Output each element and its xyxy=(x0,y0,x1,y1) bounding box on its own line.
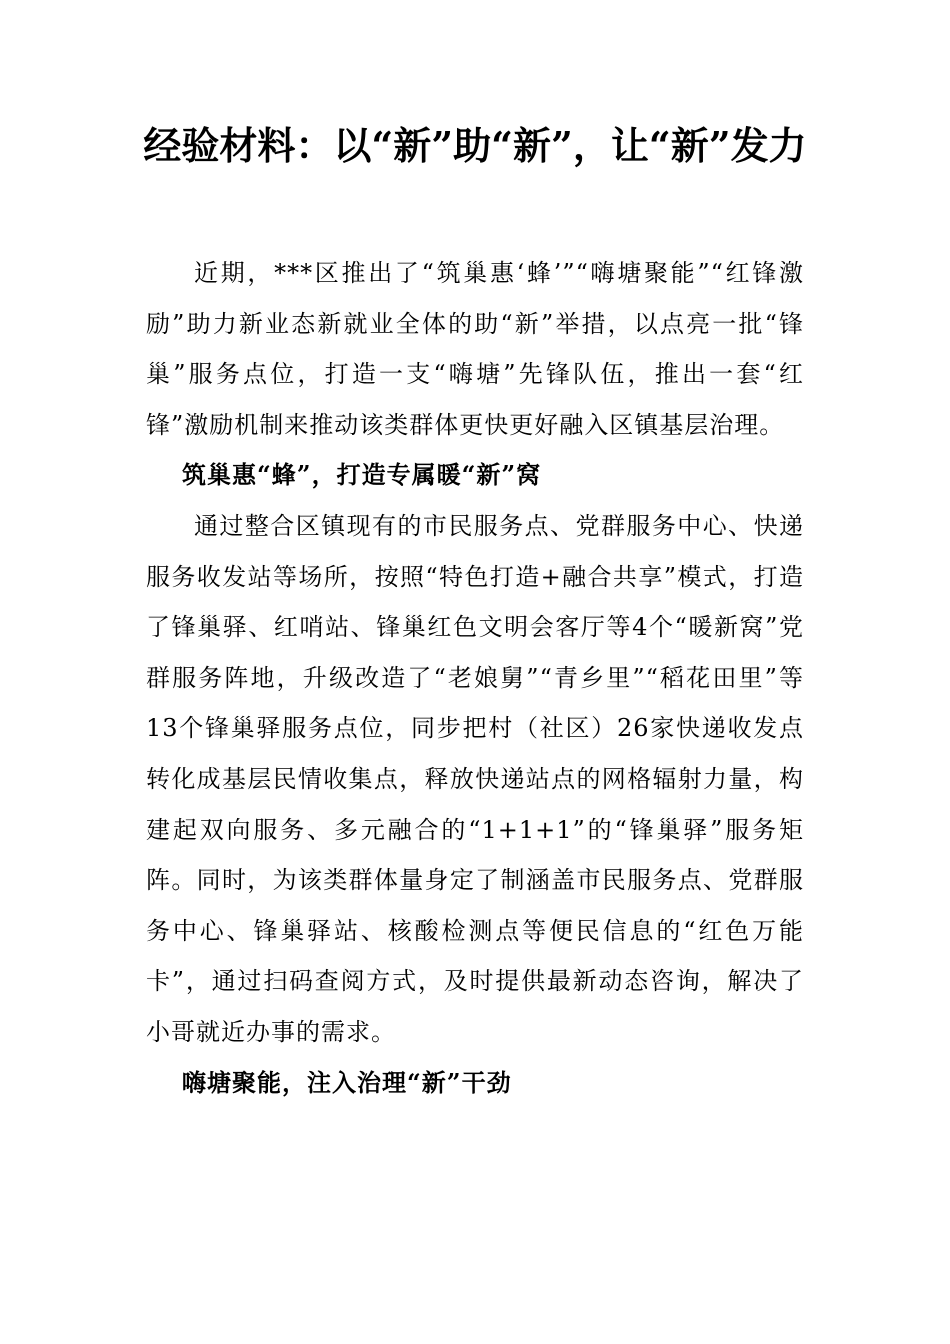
section-heading-2: 嗨塘聚能，注入治理“新”干劲 xyxy=(182,1067,512,1097)
intro-paragraph: 近期，***区推出了“筑巢惠‘蜂’”“嗨塘聚能”“红锋激励”助力新业态新就业全体的助“新”举措，以点亮一批“锋巢”服务点位，打造一支“嗨塘”先锋队伍，推出一套“红锋”激励机制来推动该类群体更快更好融入区镇基层治理。 xyxy=(146,259,804,439)
section-heading-1: 筑巢惠“蜂”，打造专属暖“新”窝 xyxy=(182,460,542,490)
document-title: 经验材料：以“新”助“新”，让“新”发力 xyxy=(143,123,807,168)
document-body xyxy=(146,248,804,1108)
section-body-1: 通过整合区镇现有的市民服务点、党群服务中心、快递服务收发站等场所，按照“特色打造+融合共享”模式，打造了锋巢驿、红哨站、锋巢红色文明会客厅等4个“暖新窝”党群服务阵地，升级改造了“老娘舅”“青乡里”“稻花田里”等13个锋巢驿服务点位，同步把村（社区）26家快递收发点转化成基层民情收集点，释放快递站点的网格辐射力量，构建起双向服务、多元融合的“1+1+1”的“锋巢驿”服务矩阵。同时，为该类群体量身定了制涵盖市民服务点、党群服务中心、锋巢驿站、核酸检测点等便民信息的“红色万能卡”，通过扫码查阅方式，及时提供最新动态咨询，解决了小哥就近办事的需求。 xyxy=(146,511,804,1046)
